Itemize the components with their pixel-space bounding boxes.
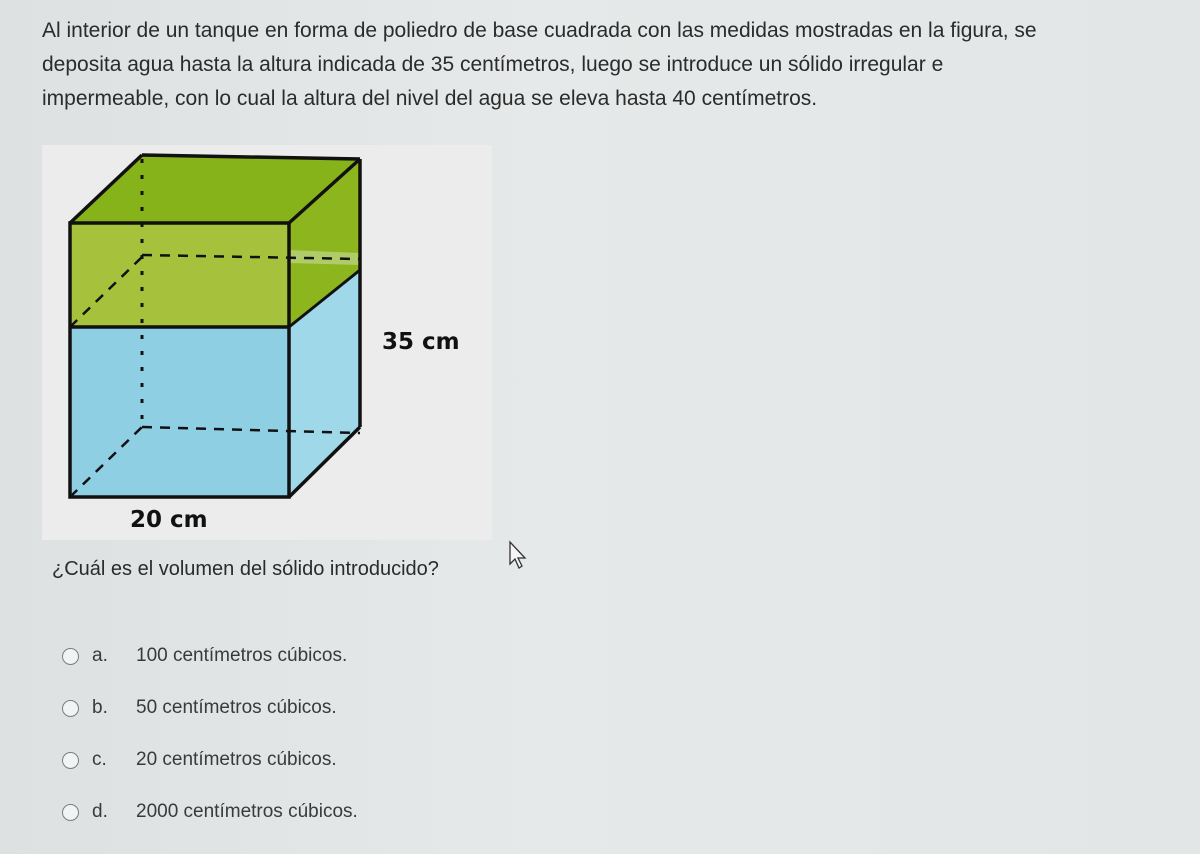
question-text xyxy=(42,14,1162,116)
height-dimension-label: 35 cm xyxy=(382,329,460,355)
radio-button-b[interactable] xyxy=(62,700,79,717)
radio-button-d[interactable] xyxy=(62,804,79,821)
base-dimension-label: 20 cm xyxy=(130,507,208,533)
option-b[interactable] xyxy=(62,682,358,734)
question-prompt: ¿Cuál es el volumen del sólido introducido? xyxy=(52,558,439,580)
option-a[interactable] xyxy=(62,630,358,682)
option-text: 100 centímetros cúbicos. xyxy=(136,645,348,666)
option-d[interactable] xyxy=(62,786,358,838)
water-front-face xyxy=(70,327,289,497)
radio-button-a[interactable] xyxy=(62,648,79,665)
option-letter: d. xyxy=(92,801,108,822)
option-letter: b. xyxy=(92,697,108,718)
air-front-face xyxy=(70,223,289,327)
option-text: 2000 centímetros cúbicos. xyxy=(136,801,358,822)
option-text: 20 centímetros cúbicos. xyxy=(136,749,337,770)
question-line-1: Al interior de un tanque en forma de poliedro de base cuadrada con las medidas mostradas en la figura, se xyxy=(42,19,1037,42)
tank-figure xyxy=(42,145,492,540)
mouse-cursor-icon xyxy=(508,540,530,570)
option-text: 50 centímetros cúbicos. xyxy=(136,697,337,718)
answer-options xyxy=(62,630,358,838)
radio-button-c[interactable] xyxy=(62,752,79,769)
question-line-3: impermeable, con lo cual la altura del nivel del agua se eleva hasta 40 centímetros. xyxy=(42,87,818,110)
option-letter: a. xyxy=(92,645,108,666)
question-line-2: deposita agua hasta la altura indicada de 35 centímetros, luego se introduce un sólido irregular e xyxy=(42,53,944,76)
option-letter: c. xyxy=(92,749,107,770)
option-c[interactable] xyxy=(62,734,358,786)
